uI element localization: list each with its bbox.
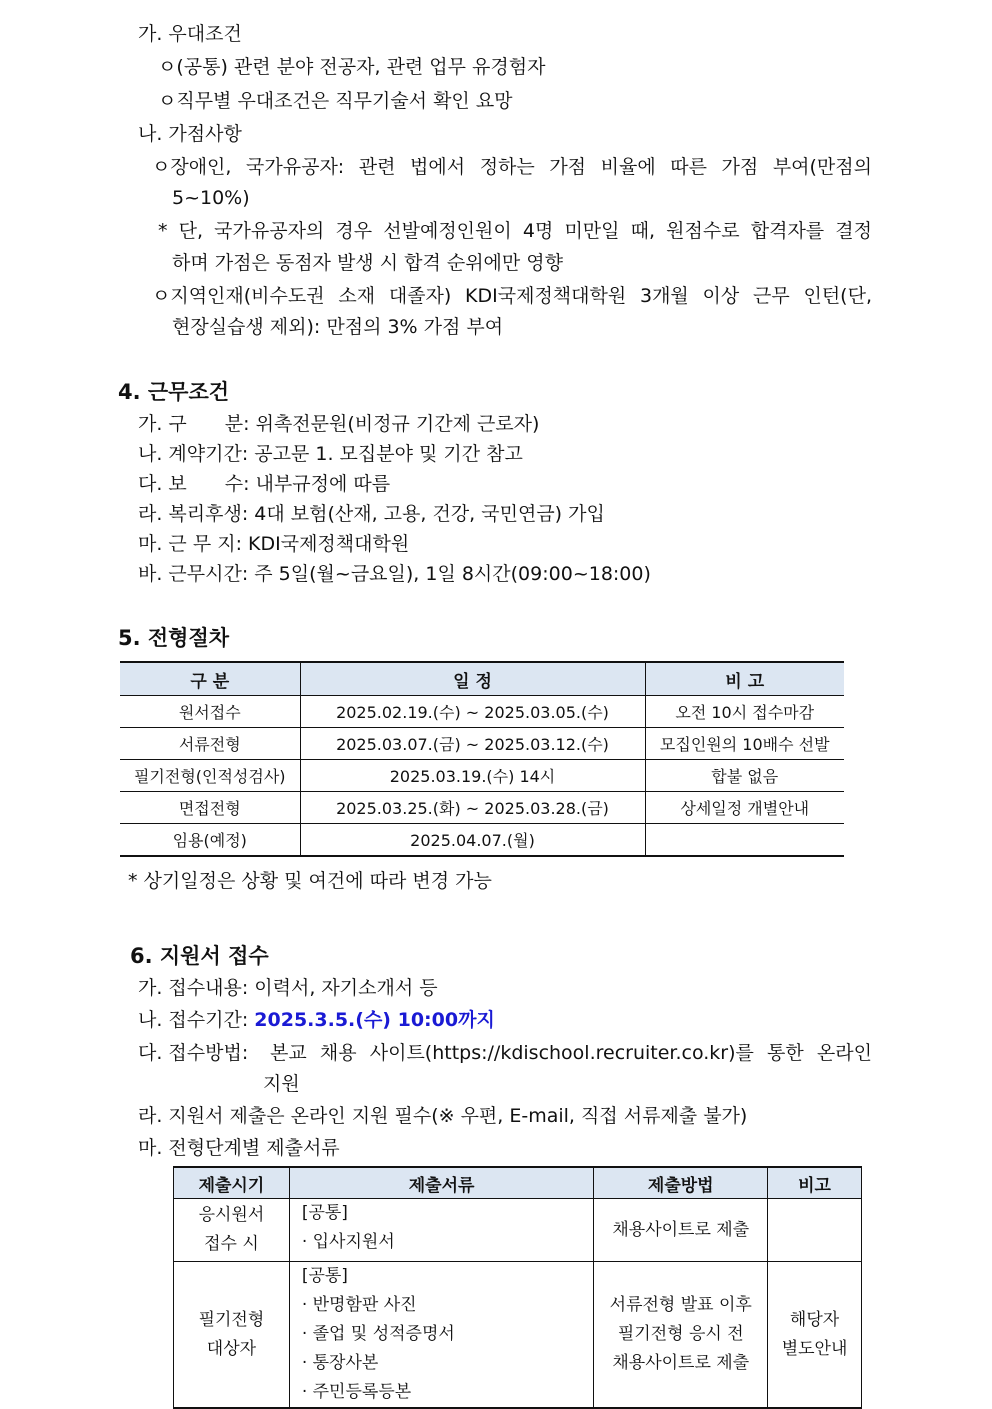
cell-remark: 오전 10시 접수마감 bbox=[645, 696, 844, 728]
bonus-note-cont: 하며 가점은 동점자 발생 시 합격 순위에만 영향 bbox=[172, 252, 564, 274]
section-title-apply: 6. 지원서 접수 bbox=[130, 944, 269, 968]
col-header-note: 비고 bbox=[768, 1167, 862, 1199]
cell-remark: 모집인원의 10배수 선발 bbox=[645, 728, 844, 760]
col-header-schedule: 일 정 bbox=[300, 662, 645, 696]
cell-remark: 합불 없음 bbox=[645, 760, 844, 792]
apply-method-label: 다. 접수방법: bbox=[138, 1042, 249, 1064]
apply-online-required: 라. 지원서 제출은 온라인 지원 필수(※ 우편, E-mail, 직접 서류제출 불가) bbox=[138, 1105, 748, 1127]
bonus-item-regional: ㅇ지역인재(비수도권 소재 대졸자) KDI국제정책대학원 3개월 이상 근무 인턴(단, bbox=[152, 285, 872, 307]
schedule-table bbox=[120, 661, 844, 857]
section-title-selection: 5. 전형절차 bbox=[118, 626, 230, 650]
cell-stage: 면접전형 bbox=[120, 792, 300, 824]
prefs-item-common: ㅇ(공통) 관련 분야 전공자, 관련 업무 유경험자 bbox=[158, 56, 546, 78]
bonus-item-regional-cont: 현장실습생 제외): 만점의 3% 가점 부여 bbox=[172, 316, 504, 338]
cell-stage: 필기전형(인적성검사) bbox=[120, 760, 300, 792]
cell-method: 채용사이트로 제출 bbox=[594, 1199, 768, 1262]
apply-period-label: 나. 접수기간: bbox=[138, 1009, 255, 1031]
table-row bbox=[120, 824, 844, 857]
cell-stage: 서류전형 bbox=[120, 728, 300, 760]
cell-when: 필기전형 대상자 bbox=[174, 1262, 290, 1409]
cell-note: 해당자 별도안내 bbox=[768, 1262, 862, 1409]
work-item: 바. 근무시간: 주 5일(월~금요일), 1일 8시간(09:00~18:00) bbox=[138, 563, 651, 585]
apply-period bbox=[138, 1008, 495, 1032]
bonus-item-disabled-cont: 5~10%) bbox=[172, 187, 250, 209]
col-header-remark: 비 고 bbox=[645, 662, 844, 696]
cell-schedule: 2025.04.07.(월) bbox=[300, 824, 645, 857]
section-title-work: 4. 근무조건 bbox=[118, 380, 230, 404]
apply-method-text-cont: 지원 bbox=[263, 1073, 300, 1095]
table-row bbox=[120, 760, 844, 792]
apply-method-text: 본교 채용 사이트(https://kdischool.recruiter.co.kr)를 통한 온라인 bbox=[270, 1042, 872, 1064]
table-row bbox=[174, 1199, 862, 1262]
col-header-method: 제출방법 bbox=[594, 1167, 768, 1199]
cell-method: 서류전형 발표 이후 필기전형 응시 전 채용사이트로 제출 bbox=[594, 1262, 768, 1409]
table-row bbox=[120, 728, 844, 760]
docs-heading: 마. 전형단계별 제출서류 bbox=[138, 1137, 340, 1159]
bonus-heading: 나. 가점사항 bbox=[138, 123, 242, 145]
work-item: 나. 계약기간: 공고문 1. 모집분야 및 기간 참고 bbox=[138, 443, 523, 465]
work-item: 다. 보 수: 내부규정에 따름 bbox=[138, 473, 391, 495]
col-header-when: 제출시기 bbox=[174, 1167, 290, 1199]
table-row bbox=[174, 1262, 862, 1409]
cell-schedule: 2025.03.19.(수) 14시 bbox=[300, 760, 645, 792]
work-item: 가. 구 분: 위촉전문원(비정규 기간제 근로자) bbox=[138, 413, 540, 435]
apply-period-value: 2025.3.5.(수) 10:00까지 bbox=[254, 1009, 495, 1031]
documents-table bbox=[173, 1166, 862, 1409]
bonus-item-disabled: ㅇ장애인, 국가유공자: 관련 법에서 정하는 가점 비율에 따른 가점 부여(만점의 bbox=[152, 156, 872, 178]
cell-docs: [공통] · 반명함판 사진 · 졸업 및 성적증명서 · 통장사본 · 주민등록등본 bbox=[289, 1262, 594, 1409]
cell-schedule: 2025.03.25.(화) ~ 2025.03.28.(금) bbox=[300, 792, 645, 824]
col-header-stage: 구 분 bbox=[120, 662, 300, 696]
bonus-note: * 단, 국가유공자의 경우 선발예정인원이 4명 미만일 때, 원점수로 합격자를 결정 bbox=[158, 220, 872, 242]
apply-content: 가. 접수내용: 이력서, 자기소개서 등 bbox=[138, 977, 438, 999]
table-row bbox=[120, 696, 844, 728]
work-item: 마. 근 무 지: KDI국제정책대학원 bbox=[138, 533, 410, 555]
prefs-heading: 가. 우대조건 bbox=[138, 23, 242, 45]
cell-schedule: 2025.03.07.(금) ~ 2025.03.12.(수) bbox=[300, 728, 645, 760]
col-header-docs: 제출서류 bbox=[289, 1167, 594, 1199]
cell-note bbox=[768, 1199, 862, 1262]
cell-docs: [공통] · 입사지원서 bbox=[289, 1199, 594, 1262]
cell-remark bbox=[645, 824, 844, 857]
cell-when: 응시원서 접수 시 bbox=[174, 1199, 290, 1262]
table-row bbox=[120, 792, 844, 824]
work-item: 라. 복리후생: 4대 보험(산재, 고용, 건강, 국민연금) 가입 bbox=[138, 503, 605, 525]
cell-schedule: 2025.02.19.(수) ~ 2025.03.05.(수) bbox=[300, 696, 645, 728]
schedule-note: * 상기일정은 상황 및 여건에 따라 변경 가능 bbox=[128, 870, 492, 892]
cell-stage: 원서접수 bbox=[120, 696, 300, 728]
cell-remark: 상세일정 개별안내 bbox=[645, 792, 844, 824]
prefs-item-job: ㅇ직무별 우대조건은 직무기술서 확인 요망 bbox=[158, 90, 513, 112]
cell-stage: 임용(예정) bbox=[120, 824, 300, 857]
